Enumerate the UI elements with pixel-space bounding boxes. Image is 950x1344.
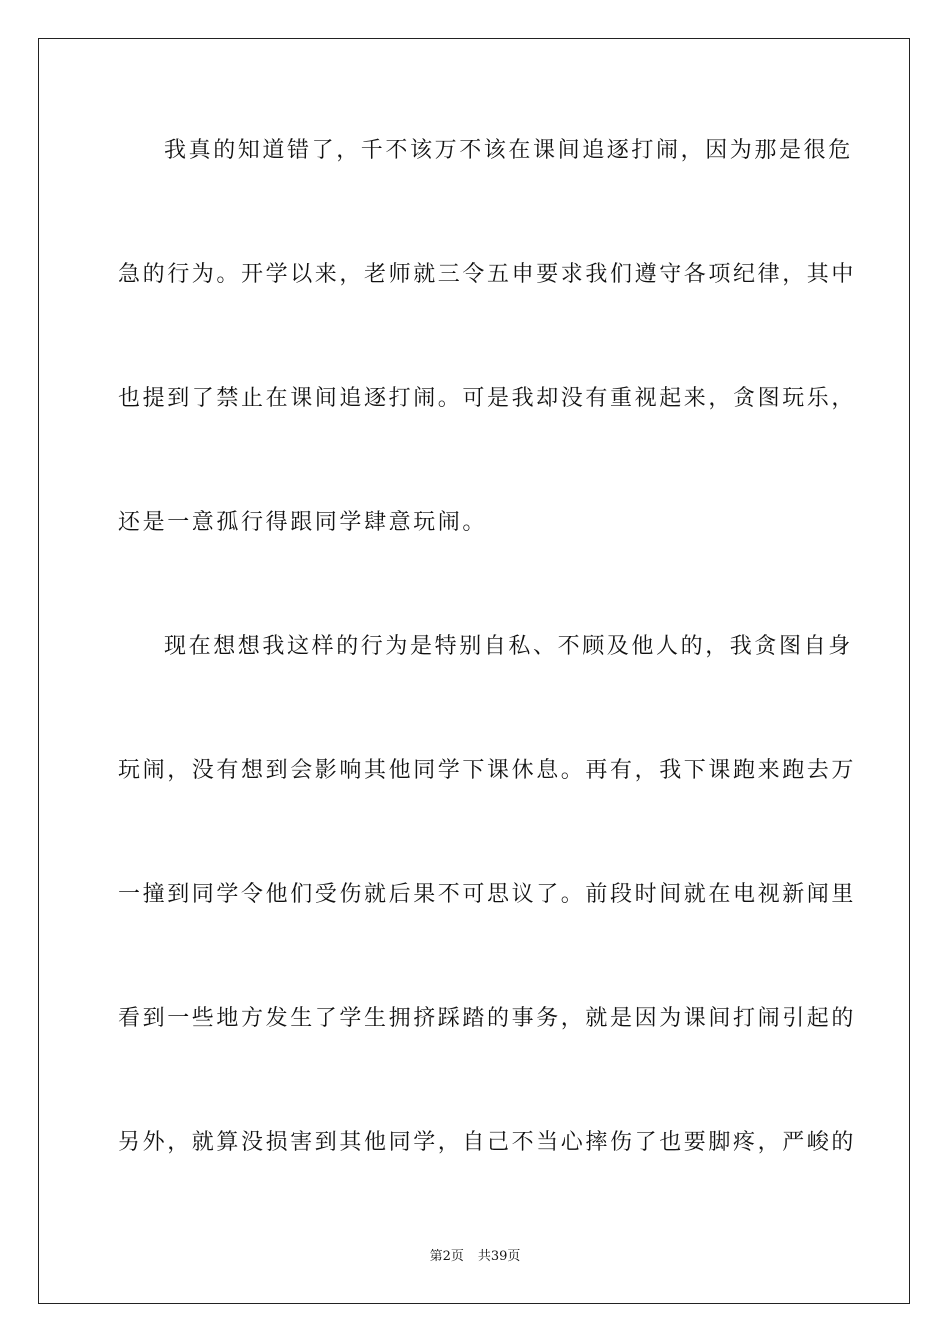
paragraph-1-line-2: 急的行为。开学以来，老师就三令五申要求我们遵守各项纪律，其中 [118,262,857,287]
paragraph-2-line-2: 玩闹，没有想到会影响其他同学下课休息。再有，我下课跑来跑去万 [118,758,857,783]
paragraph-2-line-3: 一撞到同学令他们受伤就后果不可思议了。前段时间就在电视新闻里 [118,882,857,907]
page-footer [0,1248,950,1266]
page-number: 第2页 [429,1249,464,1264]
paragraph-2-line-5: 另外，就算没损害到其他同学，自己不当心摔伤了也要脚疼，严峻的 [118,1130,857,1155]
paragraph-2-line-4: 看到一些地方发生了学生拥挤踩踏的事务，就是因为课间打闹引起的 [118,1006,857,1031]
paragraph-2-line-1: 现在想想我这样的行为是特别自私、不顾及他人的，我贪图自身 [164,634,853,659]
page-border [38,38,910,1304]
paragraph-1-line-3: 也提到了禁止在课间追逐打闹。可是我却没有重视起来，贪图玩乐， [118,386,857,411]
paragraph-1-line-4: 还是一意孤行得跟同学肆意玩闹。 [118,510,488,535]
paragraph-1-line-1: 我真的知道错了，千不该万不该在课间追逐打闹，因为那是很危 [164,138,853,163]
page-total: 共39页 [477,1249,521,1264]
